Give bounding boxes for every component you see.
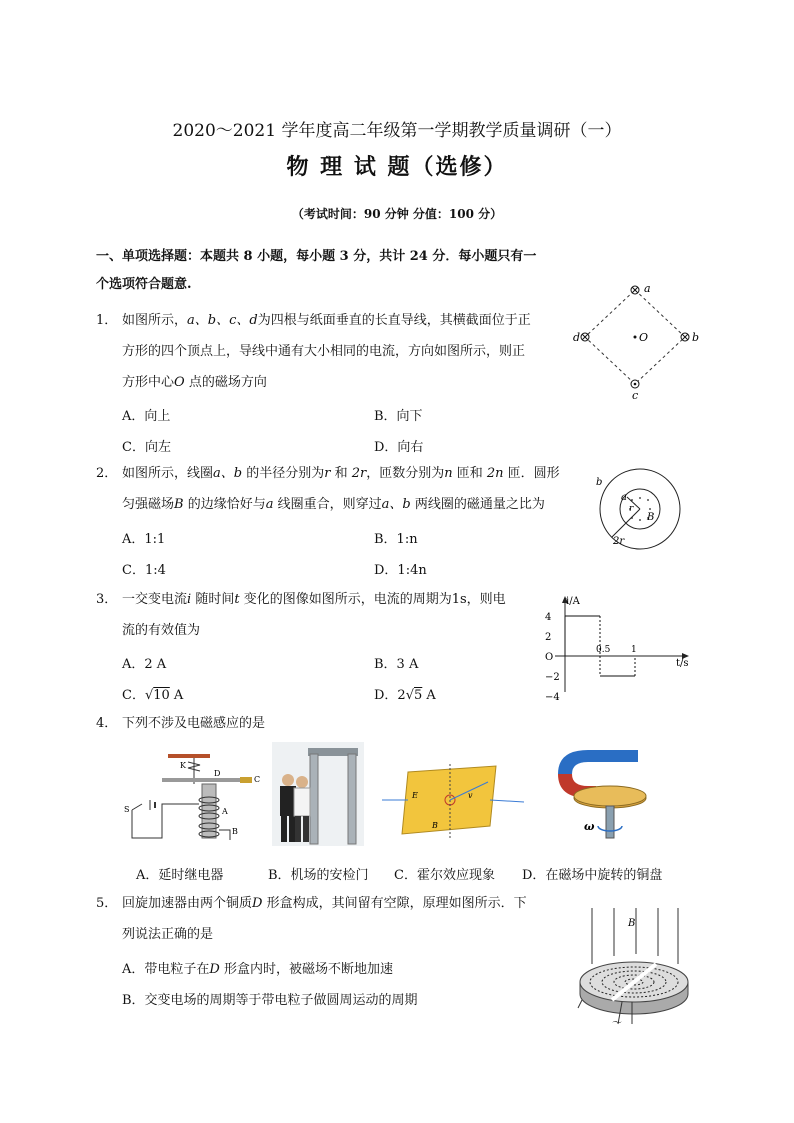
label-B: B (432, 821, 438, 830)
q1-line1: 如图所示，a、b、c、d为四根与纸面垂直的长直导线，其横截面位于正 (122, 313, 531, 328)
q1-option-c: C．向左 (122, 440, 171, 455)
q1-number: 1． (96, 313, 118, 328)
q1-line2: 方形的四个顶点上，导线中通有大小相同的电流，方向如图所示，则正 (122, 344, 526, 359)
q2-option-b: B．1:n (374, 532, 418, 547)
q4-figure-security-gate (272, 742, 364, 846)
exit-arrow (578, 1000, 582, 1008)
wire-a-into-page (631, 286, 639, 294)
y-tick-labels (545, 612, 560, 703)
label-c: c (632, 389, 639, 402)
armature-plate (168, 754, 210, 758)
axle (606, 806, 614, 838)
y-tick-label: 4 (545, 612, 552, 623)
q4-option-a: A．延时继电器 (136, 868, 224, 883)
q3-line2: 流的有效值为 (122, 623, 201, 638)
exam-title: 2020～2021 学年度高二年级第一学期教学质量调研（一） (172, 121, 622, 141)
label-d: d (573, 331, 581, 344)
q3-line1: 一交变电流i 随时间t 变化的图像如图所示，电流的周期为1s，则电 (122, 592, 506, 607)
label-B: B (628, 918, 636, 929)
label-r: r (629, 504, 634, 514)
contact-c (240, 777, 252, 783)
exam-info: （考试时间：90 分钟 分值：100 分） (291, 207, 503, 221)
q3-option-d: D．2√5 A (374, 688, 436, 703)
radius-2r (612, 509, 640, 537)
label-a: a (644, 282, 651, 295)
q1-line3: 方形中心O 点的磁场方向 (122, 375, 267, 390)
x-tick-label: 0.5 (596, 645, 611, 655)
q2-option-d: D．1:4n (374, 563, 427, 578)
guard-body (294, 788, 310, 816)
label-a: a (621, 492, 627, 503)
q2-number: 2． (96, 466, 118, 481)
ac-source-symbol: ～ (612, 1018, 622, 1029)
series-current (565, 616, 635, 676)
section-heading-line2: 个选项符合题意. (96, 277, 192, 292)
q4-figure-copper-disc (548, 744, 658, 844)
b-field-lines (592, 908, 678, 964)
q5-option-b: B．交变电场的周期等于带电粒子做圆周运动的周期 (122, 993, 418, 1008)
label-b: b (692, 331, 700, 344)
current-out-arrow (490, 800, 524, 802)
q5-line1: 回旋加速器由两个铜质D 形盒构成，其间留有空隙，原理如图所示．下 (122, 896, 527, 911)
q3-option-b: B．3 A (374, 657, 419, 672)
q5-number: 5． (96, 896, 118, 911)
q5-line2: 列说法正确的是 (122, 927, 214, 942)
wire-c-out-of-page (631, 380, 639, 388)
label-E: E (412, 791, 418, 800)
q3-option-c: C．√10 A (122, 688, 184, 703)
label-B: B (647, 512, 655, 523)
q5-cyclotron-figure (572, 904, 692, 1028)
section-heading-line1: 一、单项选择题：本题共 8 小题，每小题 3 分，共计 24 分．每小题只有一 (96, 249, 537, 264)
q4-option-d: D．在磁场中旋转的铜盘 (522, 868, 663, 883)
y-tick-label: −2 (545, 672, 560, 683)
x-axis-label: t/s (676, 658, 689, 669)
q4-number: 4． (96, 716, 118, 731)
q1-square-wires-figure (570, 280, 710, 402)
q2-option-c: C．1:4 (122, 563, 166, 578)
label-S: S (124, 805, 130, 814)
label-b: b (596, 477, 603, 488)
q1-option-d: D．向右 (374, 440, 424, 455)
label-D: D (214, 769, 221, 778)
q2-option-a: A．1:1 (122, 532, 166, 547)
q3-current-time-chart (535, 592, 695, 703)
label-K: K (180, 761, 186, 770)
label-C: C (254, 775, 261, 784)
center-point (634, 336, 637, 339)
label-v: v (468, 791, 473, 800)
wire-b-into-page (681, 333, 689, 341)
x-tick-labels (596, 645, 637, 655)
guard-head (296, 776, 308, 788)
q2-coil-figure (585, 468, 695, 550)
label-omega: ω (584, 820, 595, 833)
y-tick-label: −4 (545, 692, 560, 703)
q3-option-a: A．2 A (122, 657, 167, 672)
q2-line1: 如图所示，线圈a、b 的半径分别为r 和 2r，匝数分别为n 匝和 2n 匝．圆形 (122, 466, 560, 481)
q4-figure-hall-effect (378, 762, 528, 842)
q2-line2: 匀强磁场B 的边缘恰好与a 线圈重合，则穿过a、b 两线圈的磁通量之比为 (122, 497, 545, 512)
q4-stem: 下列不涉及电磁感应的是 (122, 716, 266, 731)
y-axis-label: i/A (566, 596, 580, 607)
exam-subject: 物 理 试 题（选修） (286, 154, 508, 180)
switch-s (132, 804, 142, 810)
q3-number: 3． (96, 592, 118, 607)
q1-option-a: A．向上 (122, 409, 171, 424)
gate-left-post (310, 754, 318, 844)
label-A: A (222, 807, 228, 816)
q1-option-b: B．向下 (374, 409, 423, 424)
q4-option-b: B．机场的安检门 (268, 868, 369, 883)
label-B: B (232, 827, 238, 836)
spring-k (188, 762, 200, 771)
circuit-wire (132, 804, 199, 838)
y-tick-label: 2 (545, 632, 552, 643)
label-2r: 2r (613, 536, 625, 547)
lever-bar (162, 778, 244, 782)
q5-option-a: A．带电粒子在D 形盒内时，被磁场不断地加速 (122, 962, 393, 977)
coil-b-wire (219, 830, 230, 840)
magnet-top (558, 750, 638, 774)
q4-option-c: C．霍尔效应现象 (394, 868, 495, 883)
gate-right-post (348, 754, 356, 844)
wire-d-into-page (581, 333, 589, 341)
x-tick-label: 1 (631, 645, 637, 655)
label-o: O (639, 331, 649, 344)
person-head (282, 774, 294, 786)
y-tick-label: O (545, 652, 554, 663)
q4-figure-relay (122, 748, 262, 846)
hall-plate (402, 766, 496, 834)
